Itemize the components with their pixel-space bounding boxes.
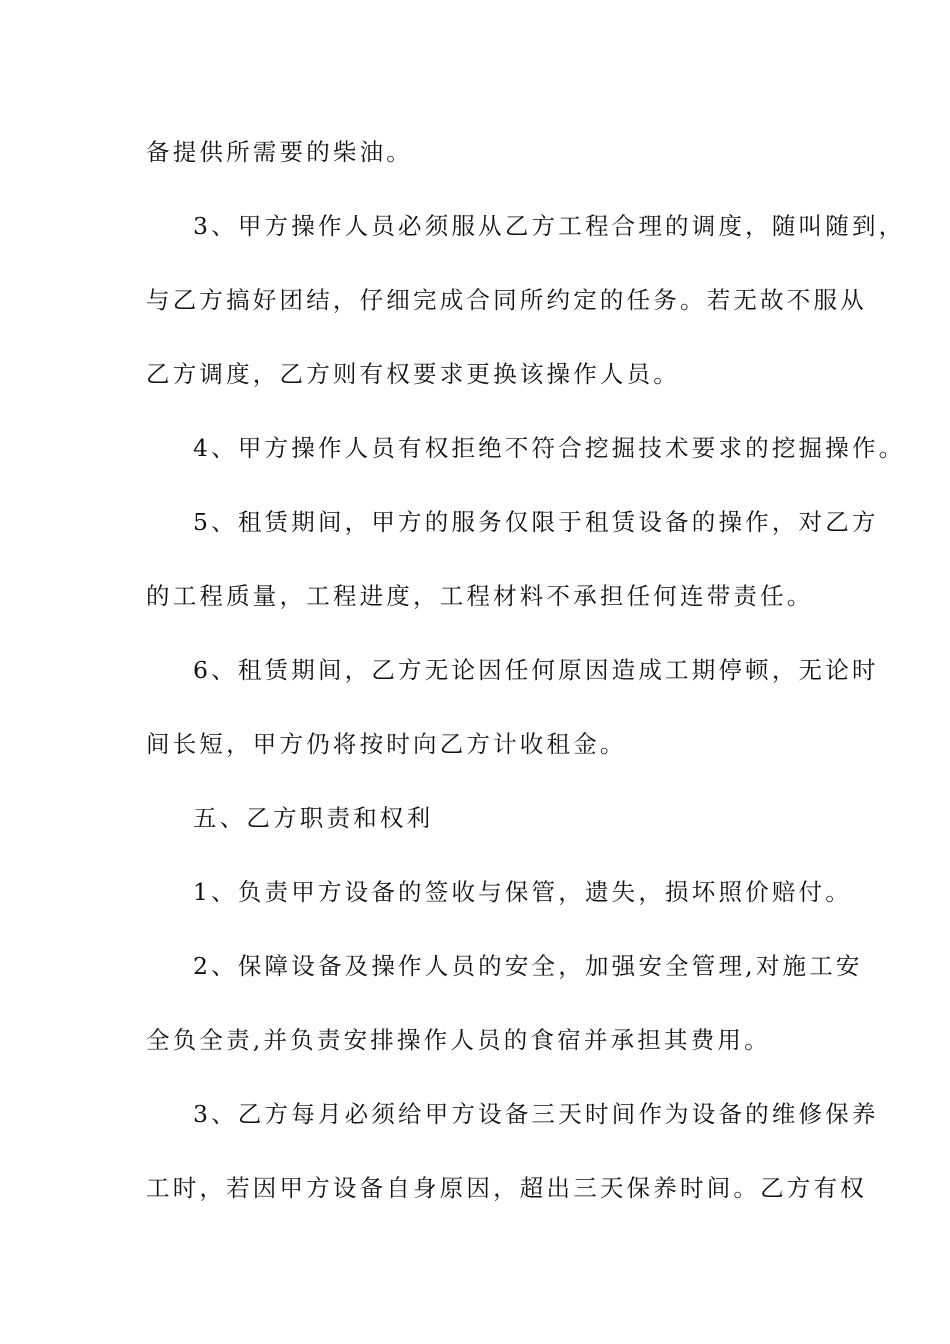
clause-line: 5、租赁期间，甲方的服务仅限于租赁设备的操作，对乙方	[193, 508, 879, 536]
clause-line: 3、乙方每月必须给甲方设备三天时间作为设备的维修保养	[193, 1100, 879, 1128]
text-line: 全负全责,并负责安排操作人员的食宿并承担其费用。	[146, 1026, 771, 1054]
clause-line: 1、负责甲方设备的签收与保管，遗失，损坏照价赔付。	[193, 878, 852, 906]
text-line: 与乙方搞好团结，仔细完成合同所约定的任务。若无故不服从	[146, 286, 867, 314]
section-heading: 五、乙方职责和权利	[193, 804, 434, 832]
text-line: 的工程质量，工程进度，工程材料不承担任何连带责任。	[146, 582, 814, 610]
clause-line: 3、甲方操作人员必须服从乙方工程合理的调度，随叫随到，	[193, 212, 906, 240]
clause-line: 2、保障设备及操作人员的安全，加强安全管理,对施工安	[193, 952, 863, 980]
text-line: 乙方调度，乙方则有权要求更换该操作人员。	[146, 360, 680, 388]
clause-line: 6、租赁期间，乙方无论因任何原因造成工期停顿，无论时	[193, 656, 879, 684]
text-line: 间长短，甲方仍将按时向乙方计收租金。	[146, 730, 627, 758]
clause-line: 4、甲方操作人员有权拒绝不符合挖掘技术要求的挖掘操作。	[193, 434, 906, 462]
text-line: 备提供所需要的柴油。	[146, 138, 413, 166]
text-line: 工时，若因甲方设备自身原因，超出三天保养时间。乙方有权	[146, 1174, 867, 1202]
